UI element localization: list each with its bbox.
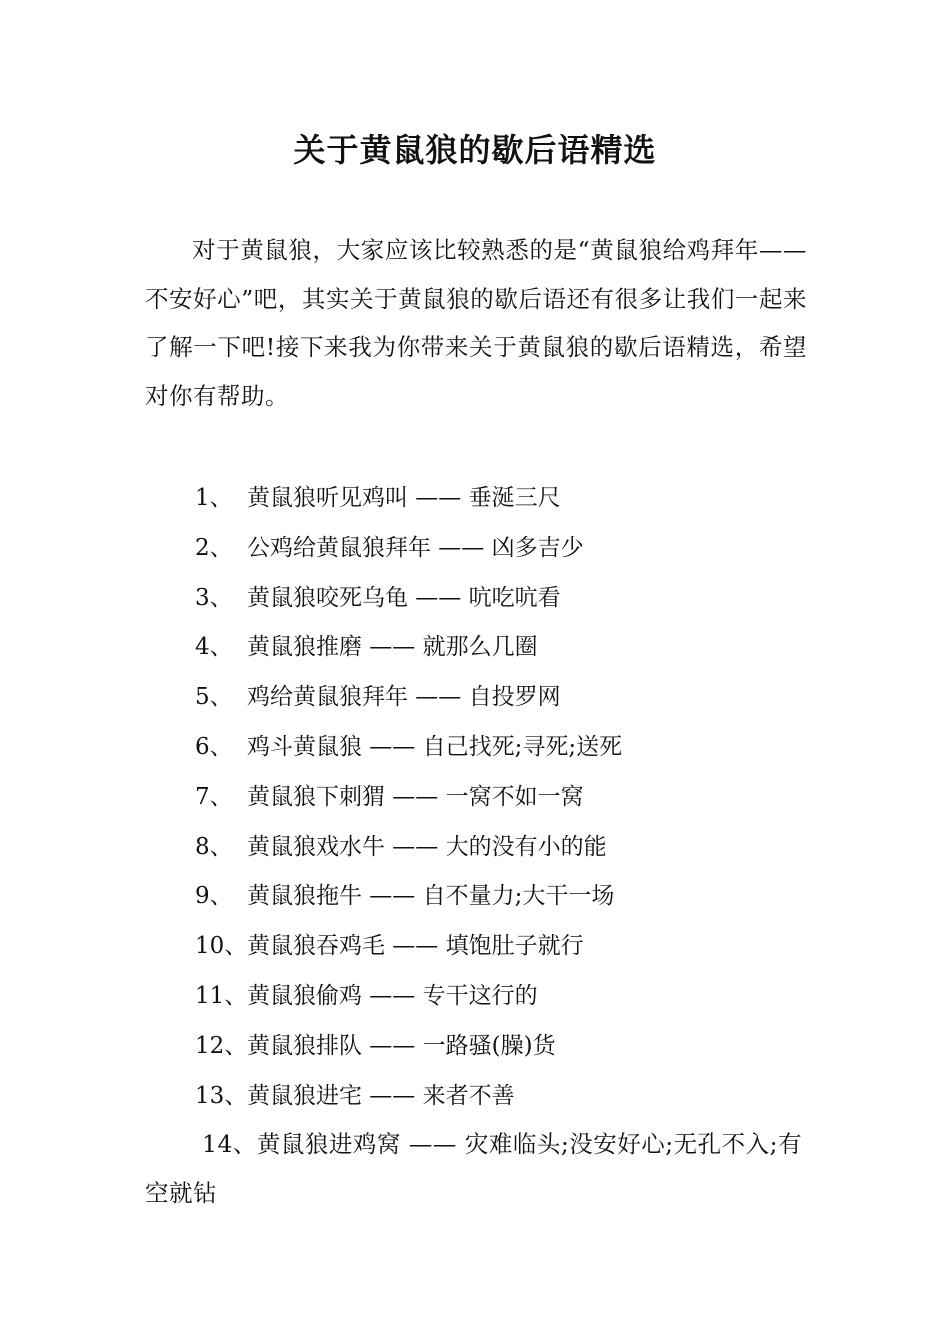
list-item (0, 1022, 950, 1072)
proverb-list (0, 474, 950, 1121)
list-item (0, 723, 950, 773)
list-item (0, 474, 950, 524)
intro-paragraph: 对于黄鼠狼，大家应该比较熟悉的是“黄鼠狼给鸡拜年——不安好心”吧，其实关于黄鼠狼的歇后语还有很多让我们一起来了解一下吧!接下来我为你带来关于黄鼠狼的歇后语精选，希望对你有帮助。 (145, 236, 807, 410)
list-item (0, 823, 950, 873)
item-number: 6、 (195, 733, 233, 760)
item-text: 黄鼠狼进宅 —— 来者不善 (247, 1082, 515, 1109)
item-text: 黄鼠狼拖牛 —— 自不量力;大干一场 (247, 883, 615, 910)
item-number: 1、 (195, 485, 233, 511)
item-text: 黄鼠狼偷鸡 —— 专干这行的 (247, 982, 538, 1009)
list-item (0, 524, 950, 574)
item-number: 11、 (195, 982, 248, 1009)
list-item (0, 623, 950, 673)
list-item (0, 1072, 950, 1122)
item-number: 5、 (195, 684, 233, 711)
list-item (0, 574, 950, 624)
item-number: 3、 (195, 584, 233, 611)
item-number: 10、 (195, 933, 248, 960)
list-item (0, 872, 950, 922)
item-number: 7、 (195, 783, 233, 810)
item-number: 4、 (195, 634, 233, 661)
item-text: 黄鼠狼听见鸡叫 —— 垂涎三尺 (247, 485, 561, 511)
list-item (0, 773, 950, 823)
list-item (0, 922, 950, 972)
item-text: 黄鼠狼排队 —— 一路骚(臊)货 (247, 1032, 556, 1059)
item-number: 8、 (195, 833, 233, 860)
item-text: 公鸡给黄鼠狼拜年 —— 凶多吉少 (247, 534, 584, 561)
item-text: 黄鼠狼咬死乌龟 —— 吭吃吭看 (247, 584, 561, 611)
list-item (0, 972, 950, 1022)
item-text: 鸡给黄鼠狼拜年 —— 自投罗网 (247, 684, 561, 711)
item-text: 黄鼠狼下刺猬 —— 一窝不如一窝 (247, 783, 584, 810)
item-text: 黄鼠狼推磨 —— 就那么几圈 (247, 634, 538, 661)
item-number: 9、 (195, 883, 233, 910)
item-number: 13、 (195, 1082, 248, 1109)
list-item (0, 673, 950, 723)
item-number: 12、 (195, 1032, 248, 1059)
item-number: 2、 (195, 534, 233, 561)
item-text: 鸡斗黄鼠狼 —— 自己找死;寻死;送死 (247, 733, 623, 760)
item-text: 黄鼠狼吞鸡毛 —— 填饱肚子就行 (247, 933, 584, 960)
last-list-item: 14、黄鼠狼进鸡窝 —— 灾难临头;没安好心;无孔不入;有空就钻 (145, 1130, 803, 1207)
item-text: 黄鼠狼戏水牛 —— 大的没有小的能 (247, 833, 607, 860)
document-title: 关于黄鼠狼的歇后语精选 (293, 131, 657, 169)
